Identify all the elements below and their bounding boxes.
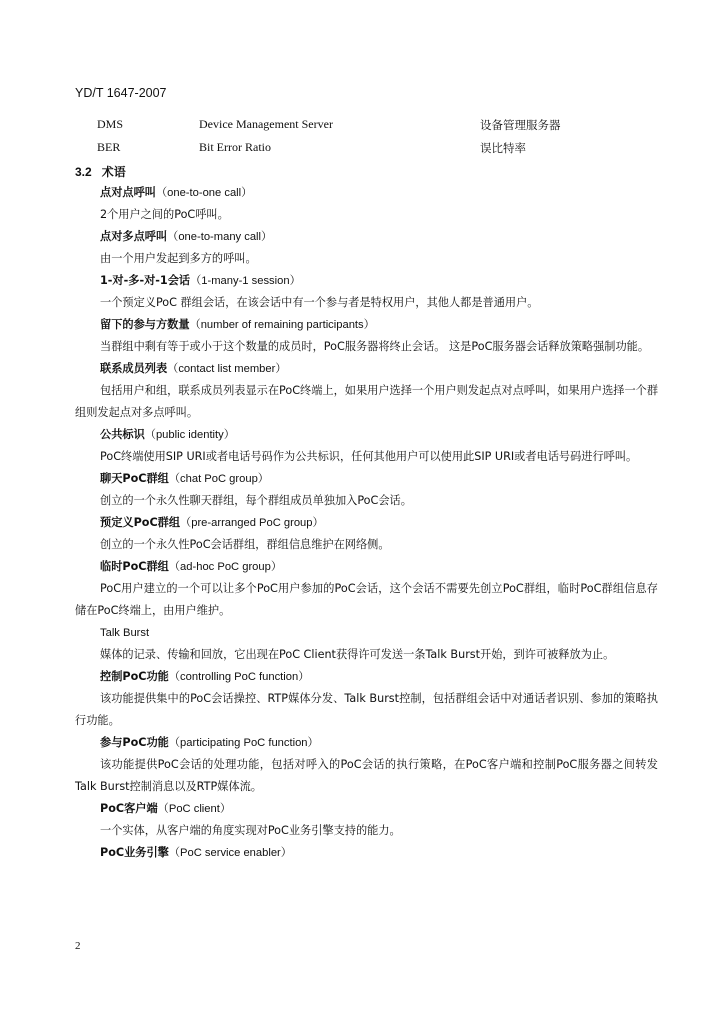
abbreviation: BER — [97, 140, 121, 154]
term-heading — [75, 622, 658, 644]
term-definition: 该功能提供集中的PoC会话操控、RTP媒体分发、Talk Burst控制，包括群组会话中对通话者识别、参加的策略执行功能。 — [75, 692, 658, 727]
term-definition: 媒体的记录、传输和回放，它出现在PoC Client获得许可发送一条Talk Burst开始，到许可被释放为止。 — [100, 648, 615, 661]
term-english: （controlling PoC function） — [168, 671, 310, 683]
term-chinese: 留下的参与方数量 — [100, 318, 190, 331]
term-definition: PoC终端使用SIP URI或者电话号码作为公共标识，任何其他用户可以使用此SIP URI或者电话号码进行呼叫。 — [100, 450, 638, 463]
term-english: （PoC client） — [157, 803, 232, 815]
term-heading — [75, 270, 658, 292]
term-heading — [75, 666, 658, 688]
abbreviation-row — [0, 140, 719, 158]
standard-code: YD/T 1647-2007 — [75, 86, 167, 100]
term-definition: 包括用户和组，联系成员列表显示在PoC终端上，如果用户选择一个用户则发起点对点呼叫，如果用户选择一个群组则发起点对多点呼叫。 — [75, 384, 659, 419]
term-heading — [75, 798, 658, 820]
term-english: （public identity） — [144, 429, 235, 441]
abbreviation-chinese: 误比特率 — [480, 141, 526, 155]
abbreviation-english: Device Management Server — [199, 117, 333, 131]
term-chinese: 预定义PoC群组 — [100, 516, 181, 529]
term-english: （chat PoC group） — [168, 473, 269, 485]
term-chinese: PoC业务引擎 — [100, 846, 169, 859]
term-heading — [75, 468, 658, 490]
term-english: Talk Burst — [100, 627, 150, 639]
page-number: 2 — [75, 940, 81, 952]
term-heading — [75, 314, 658, 336]
abbreviation-english: Bit Error Ratio — [199, 140, 271, 154]
abbreviation-chinese: 设备管理服务器 — [480, 118, 561, 132]
term-english: （ad-hoc PoC group） — [168, 561, 283, 573]
term-definition: 创立的一个永久性聊天群组，每个群组成员单独加入PoC会话。 — [100, 494, 412, 507]
term-definition: 由一个用户发起到多方的呼叫。 — [100, 252, 257, 265]
term-chinese: 点对多点呼叫 — [100, 230, 168, 243]
term-chinese: 点对点呼叫 — [100, 186, 156, 199]
term-heading — [75, 842, 658, 864]
term-definition: 一个实体，从客户端的角度实现对PoC业务引擎支持的能力。 — [100, 824, 401, 837]
term-heading — [75, 424, 658, 446]
term-heading — [75, 226, 658, 248]
term-chinese: 临时PoC群组 — [100, 560, 169, 573]
section-title: 术语 — [101, 165, 126, 179]
terms-body — [75, 182, 658, 864]
term-heading — [75, 512, 658, 534]
term-english: （PoC service enabler） — [168, 847, 292, 859]
term-chinese: 联系成员列表 — [100, 362, 168, 375]
term-definition: PoC用户建立的一个可以让多个PoC用户参加的PoC会话，这个会话不需要先创立PoC群组，临时PoC群组信息存储在PoC终端上，由用户维护。 — [75, 582, 658, 617]
term-definition: 该功能提供PoC会话的处理功能，包括对呼入的PoC会话的执行策略，在PoC客户端和控制PoC服务器之间转发Talk Burst控制消息以及RTP媒体流。 — [75, 758, 658, 793]
term-chinese: 参与PoC功能 — [100, 736, 169, 749]
term-chinese: PoC客户端 — [100, 802, 158, 815]
term-definition: 当群组中剩有等于或小于这个数量的成员时，PoC服务器将终止会话。 这是PoC服务器会话释放策略强制功能。 — [100, 340, 650, 353]
term-english: （contact list member） — [167, 363, 287, 375]
term-english: （one-to-one call） — [155, 187, 253, 199]
term-heading — [75, 732, 658, 754]
term-english: （pre-arranged PoC group） — [180, 517, 324, 529]
term-definition: 一个预定义PoC 群组会话，在该会话中有一个参与者是特权用户，其他人都是普通用户。 — [100, 296, 539, 309]
term-chinese: 聊天PoC群组 — [100, 472, 169, 485]
term-english: （number of remaining participants） — [189, 319, 375, 331]
term-heading — [75, 556, 658, 578]
term-chinese: 公共标识 — [100, 428, 145, 441]
term-heading — [75, 182, 658, 204]
term-english: （participating PoC function） — [168, 737, 319, 749]
term-english: （one-to-many call） — [167, 231, 273, 243]
term-definition: 2个用户之间的PoC呼叫。 — [100, 208, 229, 221]
term-chinese: 控制PoC功能 — [100, 670, 169, 683]
term-chinese: 1-对-多-对-1会话 — [100, 274, 191, 287]
section-number: 3.2 — [75, 165, 92, 179]
term-heading — [75, 358, 658, 380]
term-definition: 创立的一个永久性PoC会话群组，群组信息维护在网络侧。 — [100, 538, 390, 551]
section-heading — [75, 163, 126, 180]
abbreviation: DMS — [97, 117, 124, 131]
abbreviation-row — [0, 117, 719, 135]
term-english: （1-many-1 session） — [190, 275, 301, 287]
